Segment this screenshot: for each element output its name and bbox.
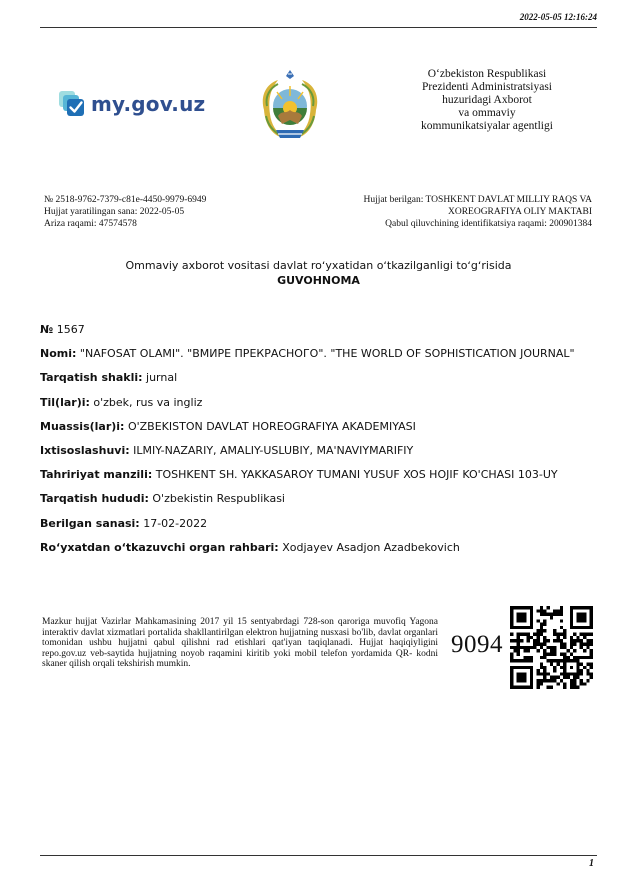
field-value: O'ZBEKISTON DAVLAT HOREOGRAFIYA AKADEMIYASI: [127, 419, 416, 433]
field-label: Tahririyat manzili:: [40, 468, 153, 482]
application-number: Ariza raqami: 47574578: [44, 219, 137, 229]
certificate-title: GUVOHNOMA: [277, 274, 360, 287]
mygov-logo-text: my.gov.uz: [91, 92, 206, 116]
agency-line: Prezidenti Administratsiyasi: [422, 81, 552, 93]
mygov-logo-icon: [58, 89, 88, 119]
document-issued-to: Hujjat berilgan: TOSHKENT DAVLAT MILLIY RAQS VA XOREOGRAFIYA OLIY MAKTABI: [363, 195, 592, 217]
field-value: jurnal: [146, 371, 178, 385]
record-field: [40, 515, 575, 539]
record-number-value: 1567: [56, 323, 85, 336]
document-number: № 2518-9762-7379-c81e-4450-9979-6949: [44, 195, 207, 205]
agency-line: va ommaviy: [458, 107, 516, 119]
verification-code: 9094: [451, 631, 503, 658]
record-field: [40, 394, 575, 418]
registration-record: [40, 321, 575, 563]
record-number-row: [40, 321, 575, 345]
record-field: [40, 442, 575, 466]
field-label: Roʻyxatdan oʻtkazuvchi organ rahbari:: [40, 540, 279, 554]
bottom-divider: [40, 855, 597, 856]
recipient-id: Qabul qiluvchining identifikatsiya raqami: 200901384: [385, 219, 592, 229]
certificate-heading: [40, 258, 597, 288]
document-meta-left: [44, 194, 206, 230]
record-field: [40, 418, 575, 442]
agency-line: kommunikatsiyalar agentligi: [421, 120, 553, 132]
record-number-label: №: [40, 323, 54, 336]
page-number: 1: [589, 858, 594, 869]
document-timestamp: 2022-05-05 12:16:24: [519, 12, 597, 22]
field-label: Tarqatish hududi:: [40, 492, 149, 506]
top-divider: [40, 27, 597, 28]
agency-line: O‘zbekiston Respublikasi: [427, 68, 547, 80]
field-value: 17-02-2022: [143, 516, 208, 530]
record-field: [40, 539, 575, 563]
record-field: [40, 345, 575, 369]
legal-note: Mazkur hujjat Vazirlar Mahkamasining 2017 yil 15 sentyabrdagi 728-son qaroriga muvofiq Yagona interaktiv davlat xizmatlari portalida shakllantirilgan elektron hujjatning nusxasi bo'lib, davlat organlari tomonidan ushbu hujjatni qabul qilishni rad etishlari qat'iyan taqiqlanadi. Hujjat haqiqiyligini repo.gov.uz veb-saytida hujjatning noyob raqamini kiritib yoki mobil telefon yordamida QR- kodni skaner qilish orqali tekshirish mumkin.: [42, 617, 438, 669]
field-label: Nomi:: [40, 347, 77, 361]
field-label: Muassis(lar)i:: [40, 419, 125, 433]
field-label: Berilgan sanasi:: [40, 516, 140, 530]
record-field: [40, 466, 575, 490]
agency-line: huzuridagi Axborot: [442, 94, 532, 106]
state-emblem-icon: [252, 66, 328, 150]
record-field: [40, 490, 575, 514]
field-value: "NAFOSAT OLAMI". "ВМИРЕ ПРЕКРАСНОГО". "THE WORLD OF SOPHISTICATION JOURNAL": [79, 347, 575, 361]
field-value: ILMIY-NAZARIY, AMALIY-USLUBIY, MA'NAVIYMARIFIY: [133, 443, 414, 457]
field-label: Ixtisoslashuvi:: [40, 443, 130, 457]
field-value: O'zbekistin Respublikasi: [152, 492, 285, 506]
certificate-subtitle: Ommaviy axborot vositasi davlat roʻyxatidan oʻtkazilganligi toʻgʻrisida: [125, 259, 512, 272]
document-meta-right: [312, 194, 592, 230]
document-created-date: Hujjat yaratilingan sana: 2022-05-05: [44, 207, 185, 217]
field-label: Til(lar)i:: [40, 395, 90, 409]
field-value: Xodjayev Asadjon Azadbekovich: [282, 540, 460, 554]
field-value: o'zbek, rus va ingliz: [93, 395, 203, 409]
mygov-logo: [58, 89, 205, 119]
record-field: [40, 369, 575, 393]
qr-code-icon: [510, 606, 593, 689]
field-value: TOSHKENT SH. YAKKASAROY TUMANI YUSUF XOS HOJIF KO'CHASI 103-UY: [155, 468, 558, 482]
agency-name: [398, 68, 576, 133]
field-label: Tarqatish shakli:: [40, 371, 143, 385]
